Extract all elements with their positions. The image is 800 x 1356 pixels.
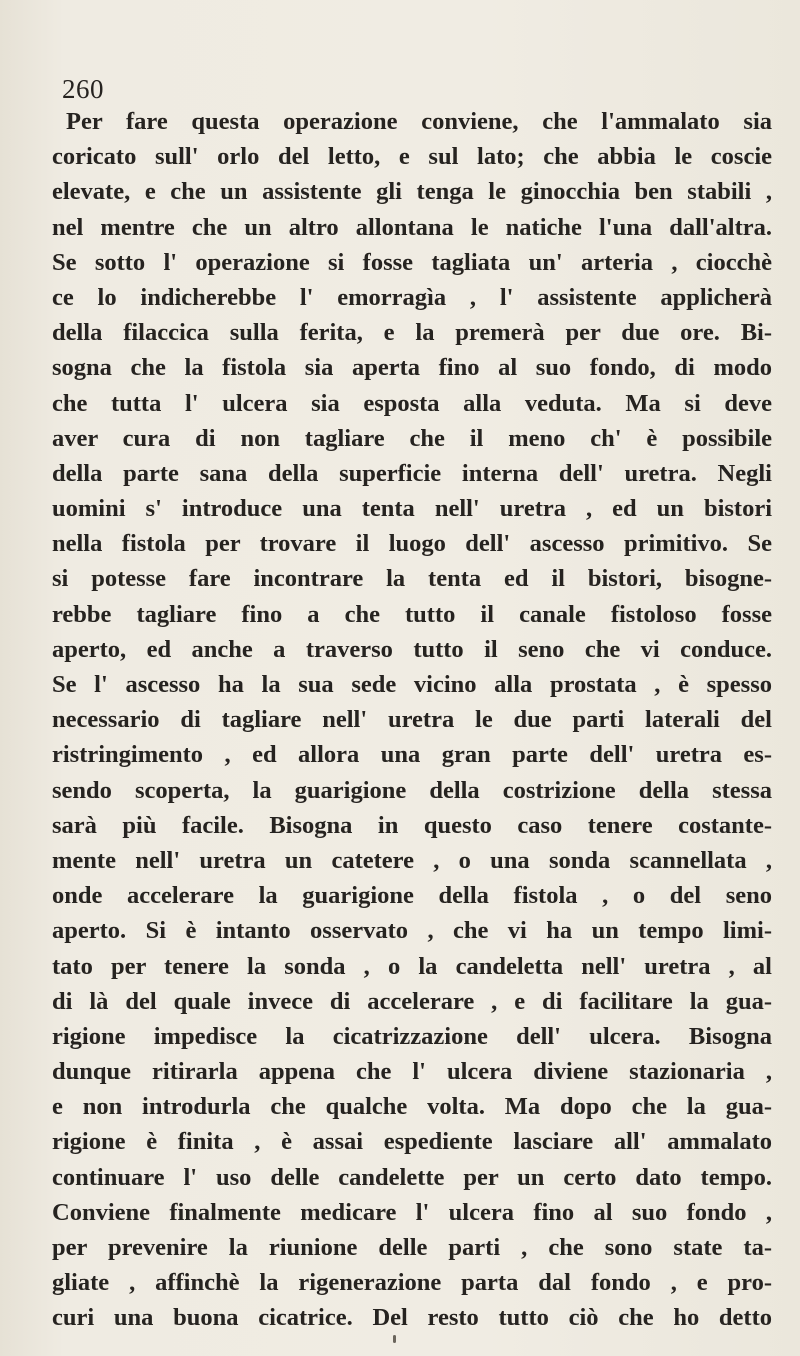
- text-line: Se sotto l' operazione si fosse tagliata un' arteria , ciocchè: [52, 248, 772, 276]
- text-line: rigione è finita , è assai espediente lasciare all' ammalato: [52, 1128, 772, 1156]
- text-line: rigione impedisce la cicatrizzazione dell' ulcera. Bisogna: [52, 1022, 772, 1050]
- text-line: coricato sull' orlo del letto, e sul lato; che abbia le coscie: [52, 143, 772, 171]
- text-line: elevate, e che un assistente gli tenga le ginocchia ben stabili ,: [52, 178, 772, 206]
- text-line: dunque ritirarla appena che l' ulcera diviene stazionaria ,: [52, 1058, 772, 1086]
- text-line: aver cura di non tagliare che il meno ch' è possibile: [52, 424, 772, 452]
- text-line: ristringimento , ed allora una gran parte dell' uretra es-: [52, 741, 772, 769]
- text-line: ce lo indicherebbe l' emorragìa , l' assistente applicherà: [52, 283, 772, 311]
- text-line: aperto, ed anche a traverso tutto il seno che vi conduce.: [52, 635, 772, 663]
- text-line: per prevenire la riunione delle parti , che sono state ta-: [52, 1234, 772, 1261]
- text-line: curi una buona cicatrice. Del resto tutto ciò che ho detto: [52, 1304, 772, 1332]
- text-line: rebbe tagliare fino a che tutto il canale fistoloso fosse: [52, 600, 772, 628]
- text-line: si potesse fare incontrare la tenta ed il bistori, bisogne-: [52, 565, 772, 593]
- text-line: di là del quale invece di accelerare , e di facilitare la gua-: [52, 987, 772, 1015]
- body-text: [52, 104, 772, 1336]
- text-line: sendo scoperta, la guarigione della costrizione della stessa: [52, 776, 772, 804]
- text-line: tato per tenere la sonda , o la candeletta nell' uretra , al: [52, 952, 772, 980]
- page-number: 260: [62, 74, 104, 104]
- text-line: gliate , affinchè la rigenerazione parta dal fondo , e pro-: [52, 1269, 772, 1297]
- text-line: della parte sana della superficie interna dell' uretra. Negli: [52, 459, 772, 487]
- text-line: nel mentre che un altro allontana le natiche l'una dall'altra.: [52, 213, 772, 241]
- text-line: nella fistola per trovare il luogo dell' ascesso primitivo. Se: [52, 530, 772, 558]
- text-line: Se l' ascesso ha la sua sede vicino alla prostata , è spesso: [52, 671, 772, 698]
- text-line: sarà più facile. Bisogna in questo caso tenere costante-: [52, 811, 772, 839]
- text-line: aperto. Si è intanto osservato , che vi ha un tempo limi-: [52, 917, 772, 945]
- text-line: mente nell' uretra un catetere , o una sonda scannellata ,: [52, 846, 772, 874]
- text-line: e non introdurla che qualche volta. Ma dopo che la gua-: [52, 1093, 772, 1121]
- text-line: Conviene finalmente medicare l' ulcera fino al suo fondo ,: [52, 1198, 772, 1226]
- text-line: continuare l' uso delle candelette per un certo dato tempo.: [52, 1163, 772, 1191]
- text-line: onde accelerare la guarigione della fistola , o del seno: [52, 882, 772, 910]
- text-line: della filaccica sulla ferita, e la premerà per due ore. Bi-: [52, 319, 772, 347]
- text-line: sogna che la fistola sia aperta fino al suo fondo, di modo: [52, 354, 772, 382]
- text-line: necessario di tagliare nell' uretra le due parti laterali del: [52, 706, 772, 734]
- ink-mark: [393, 1335, 396, 1343]
- text-line: che tutta l' ulcera sia esposta alla veduta. Ma si deve: [52, 389, 772, 417]
- text-line: Per fare questa operazione conviene, che l'ammalato sia: [66, 108, 772, 135]
- text-line: uomini s' introduce una tenta nell' uretra , ed un bistori: [52, 495, 772, 523]
